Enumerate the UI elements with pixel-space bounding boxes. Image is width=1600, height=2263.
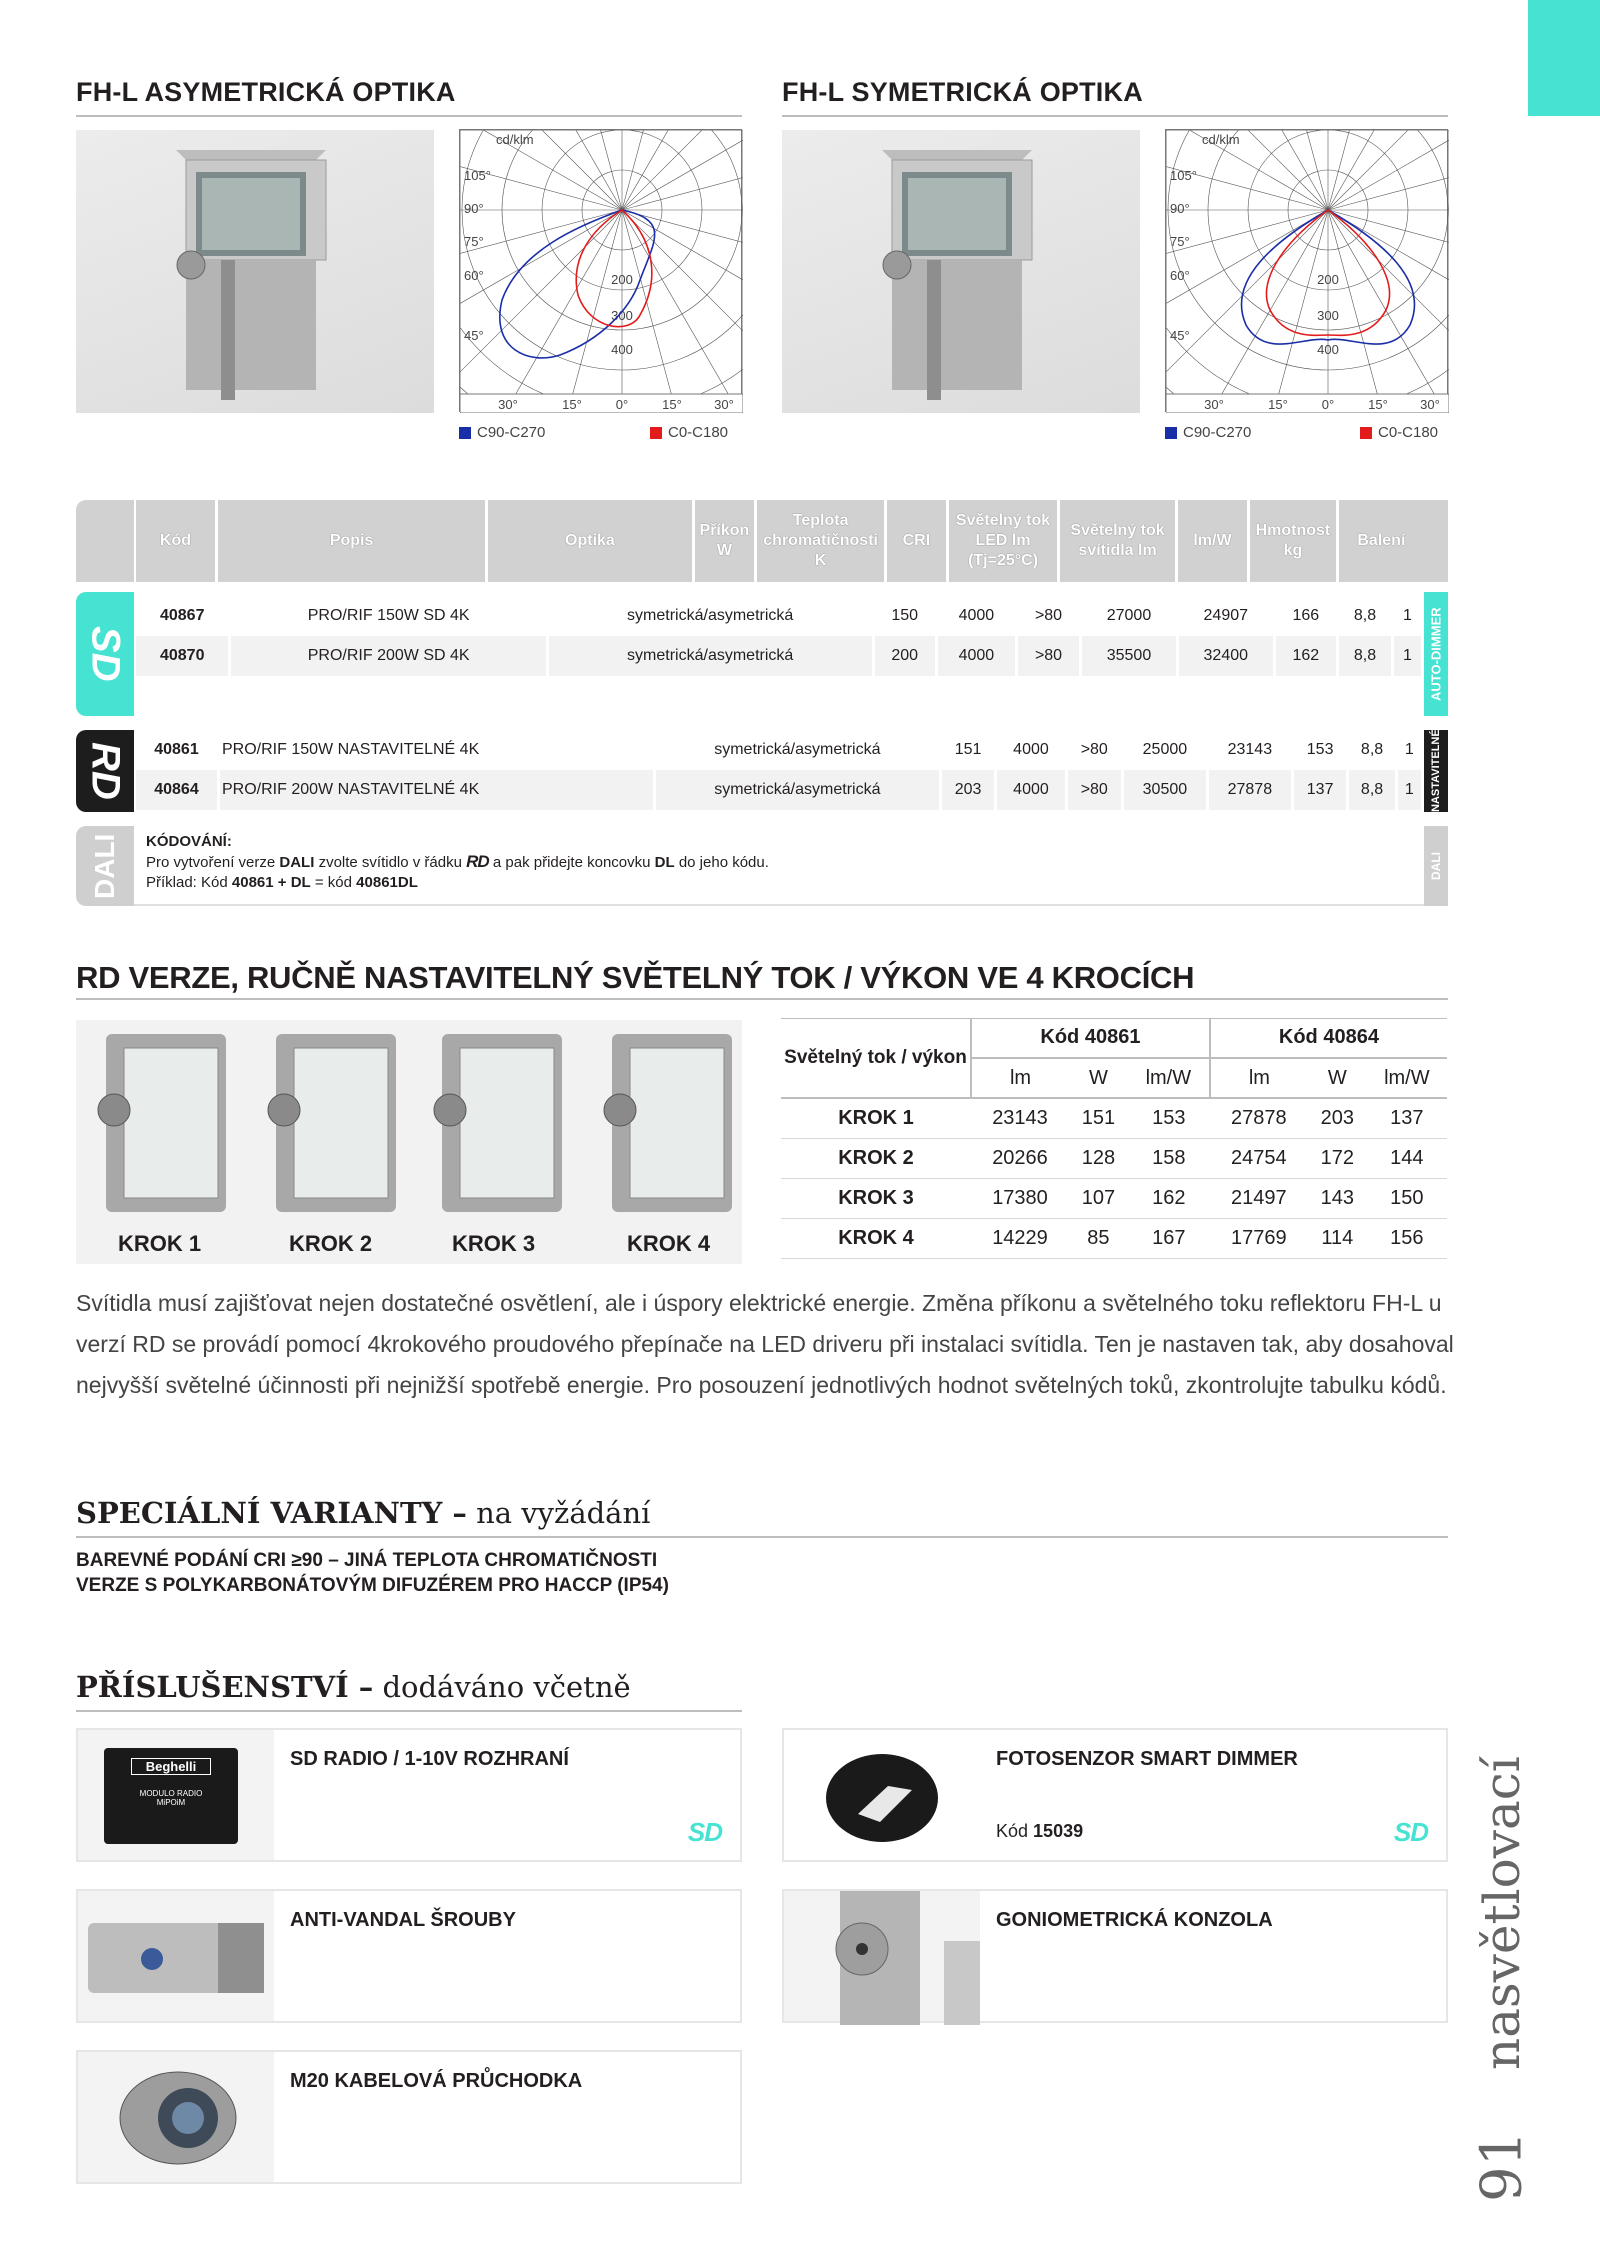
radius-label: 400 (1317, 342, 1339, 357)
table-cell: 25000 (1122, 730, 1207, 770)
dali-group-tab: DALI (76, 826, 134, 906)
radius-label: 300 (611, 308, 633, 323)
nastavitelne-label: NASTAVITELNÉ (1430, 729, 1442, 813)
auto-dimmer-label: AUTO-DIMMER (1428, 607, 1444, 701)
rd-table (136, 730, 1424, 810)
table-cell: >80 (1016, 636, 1080, 676)
table-row (781, 1098, 1447, 1138)
col-kod-40861: Kód 40861 (971, 1018, 1210, 1058)
fotosenzor-code: Kód 15039 (996, 1821, 1084, 1841)
angle-label: 0° (615, 397, 629, 412)
radius-label: 200 (611, 272, 633, 287)
angle-label: 15° (662, 397, 682, 412)
table-cell: PRO/RIF 150W SD 4K (230, 596, 547, 636)
krok1-label: KROK 1 (118, 1231, 202, 1256)
accessories-title: PŘÍSLUŠENSTVÍ – dodáváno včetně (76, 1670, 631, 1704)
col-tok-vykon: Světelný tok / výkon (781, 1018, 971, 1098)
table-cell: 8,8 (1338, 636, 1393, 676)
accessory-fotosenzor: FOTOSENZOR SMART DIMMER Kód 15039 SD (782, 1728, 1448, 1862)
blue-swatch-icon (1165, 427, 1177, 439)
angle-label: 75° (1170, 234, 1190, 249)
krok3-label: KROK 3 (452, 1231, 536, 1256)
table-cell: 23143 (1207, 730, 1292, 770)
krok4-label: KROK 4 (627, 1231, 711, 1256)
accessory-anti-vandal: ANTI-VANDAL ŠROUBY (76, 1889, 742, 2023)
unit-label: cd/klm (496, 132, 534, 147)
angle-label: 90° (1170, 201, 1190, 216)
sym-product-photo (782, 130, 1140, 413)
table-cell: 151 (1081, 1106, 1116, 1129)
sym-polar-diagram (1165, 129, 1448, 412)
sd-radio-image: Beghelli MODULO RADIO MiPOiM (78, 1730, 274, 1860)
table-cell: 30500 (1122, 770, 1207, 810)
unit-header: W (1088, 1066, 1108, 1089)
fotosenzor-image (784, 1730, 980, 1860)
table-cell: 1 (1396, 770, 1422, 810)
radius-label: 400 (611, 342, 633, 357)
angle-label: 90° (464, 201, 484, 216)
rd-inline-logo: RD (466, 852, 489, 871)
table-cell: 162 (1152, 1186, 1186, 1209)
angle-label: 15° (1368, 397, 1388, 412)
special-list: BAREVNÉ PODÁNÍ CRI ≥90 – JINÁ TEPLOTA CHROMATIČNOSTI VERZE S POLYKARBONÁTOVÝM DIFUZÉREM PRO HACCP (IP54) (76, 1550, 669, 1596)
asym-title: FH-L ASYMETRICKÁ OPTIKA (76, 77, 456, 107)
radius-label: 300 (1317, 308, 1339, 323)
table-cell: 32400 (1177, 636, 1274, 676)
table-cell: PRO/RIF 200W NASTAVITELNÉ 4K (218, 770, 654, 810)
unit-header: lm (971, 1058, 1069, 1098)
table-cell: 1 (1393, 636, 1423, 676)
table-cell: 114 (1321, 1226, 1354, 1249)
cable-gland-image (78, 2052, 274, 2182)
table-cell: 137 (1390, 1106, 1424, 1129)
legend-c90: C90-C270 (459, 424, 545, 441)
accessory-sd-radio: Beghelli MODULO RADIO MiPOiM SD RADIO / 1-10V ROZHRANÍ SD (76, 1728, 742, 1862)
table-cell: KROK 4 (838, 1226, 914, 1249)
table-cell: 150 (873, 596, 936, 636)
table-cell: 1 (1396, 730, 1422, 770)
table-cell: 20266 (992, 1146, 1048, 1169)
anti-vandal-image (78, 1891, 274, 2021)
table-cell: 151 (940, 730, 996, 770)
accent-tab (1528, 0, 1600, 116)
table-cell: symetrická/asymetrická (547, 596, 873, 636)
legend-c90: C90-C270 (1165, 424, 1251, 441)
angle-label: 30° (1204, 397, 1224, 412)
table-cell: KROK 3 (838, 1186, 914, 1209)
goniometricka-image (784, 1891, 980, 2021)
dali-side-label: DALI (1429, 852, 1443, 880)
asym-polar-diagram (459, 129, 742, 412)
table-cell: 8,8 (1348, 730, 1396, 770)
col-hmotnost: Hmotnost kg (1249, 500, 1338, 582)
angle-label: 45° (1170, 328, 1190, 343)
table-cell: 143 (1320, 1186, 1354, 1209)
rd-steps-photo (76, 1020, 742, 1264)
col-kod-40864: Kód 40864 (1210, 1018, 1447, 1058)
table-cell: 27000 (1081, 596, 1178, 636)
legend-c0: C0-C180 (650, 424, 728, 441)
table-cell: 4000 (936, 636, 1016, 676)
sd-group-tab: SD (76, 592, 134, 716)
table-cell: 85 (1087, 1226, 1110, 1249)
table-cell: 156 (1390, 1226, 1424, 1249)
table-cell: 24754 (1231, 1146, 1287, 1169)
table-cell: 172 (1320, 1146, 1354, 1169)
table-cell: 107 (1081, 1186, 1116, 1209)
krok2-label: KROK 2 (289, 1231, 373, 1256)
table-row (781, 1178, 1447, 1218)
polar-grid (1166, 130, 1449, 413)
col-tok-svitidla: Světelný tok svítidla lm (1059, 500, 1177, 582)
angle-label: 15° (562, 397, 582, 412)
angle-label: 105° (464, 168, 491, 183)
table-cell: 17380 (992, 1186, 1048, 1209)
table-row (136, 596, 1423, 636)
col-tok-led: Světelný tok LED lm (Tj=25°C) (947, 500, 1058, 582)
unit-header: lm/W (1145, 1066, 1192, 1089)
table-cell: >80 (1066, 730, 1122, 770)
rd-group-tab: RD (76, 730, 134, 812)
angle-label: 60° (1170, 268, 1190, 283)
table-cell: 200 (873, 636, 936, 676)
table-row (136, 770, 1423, 810)
col-kod: Kód (136, 500, 216, 582)
table-cell: 27878 (1207, 770, 1292, 810)
accessory-goniometricka: GONIOMETRICKÁ KONZOLA (782, 1889, 1448, 2023)
table-cell: >80 (1066, 770, 1122, 810)
col-cri: CRI (885, 500, 947, 582)
accessory-kabelova-pruchodka: M20 KABELOVÁ PRŮCHODKA (76, 2050, 742, 2184)
table-row (781, 1218, 1447, 1258)
col-prikon: Příkon W (693, 500, 756, 582)
table-cell: 162 (1274, 636, 1337, 676)
unit-header: W (1327, 1066, 1347, 1089)
col-popis: Popis (216, 500, 486, 582)
table-cell: 153 (1152, 1106, 1186, 1129)
radius-label: 200 (1317, 272, 1339, 287)
unit-header: lm/W (1384, 1066, 1430, 1089)
table-cell: KROK 1 (838, 1106, 914, 1129)
table-cell: 4000 (996, 730, 1066, 770)
table-cell: 137 (1292, 770, 1348, 810)
table-cell: 128 (1081, 1146, 1116, 1169)
rd-paragraph: Svítidla musí zajišťovat nejen dostatečné osvětlení, ale i úspory elektrické energie. Změna příkonu a světelného toku reflektoru FH-L u verzí RD se provádí pomocí 4krokového proudového přepínače na LED driveru při instalaci svítidla. Ten je nastaven tak, aby dosahoval nejvyšší světelné účinnosti při nejnižší spotřebě energie. Pro posouzení jednotlivých hodnot světelných toků, zkontrolujte tabulku kódů. (76, 1290, 1454, 1398)
angle-label: 105° (1170, 168, 1197, 183)
table-cell: PRO/RIF 150W NASTAVITELNÉ 4K (218, 730, 654, 770)
table-cell: 27878 (1231, 1106, 1287, 1129)
table-cell: 21497 (1231, 1186, 1287, 1209)
spec-table-header (136, 500, 1424, 582)
col-baleni: Balení (1337, 500, 1424, 582)
angle-label: 30° (498, 397, 518, 412)
table-cell: 166 (1274, 596, 1337, 636)
floodlights-image (76, 1020, 742, 1264)
blue-swatch-icon (459, 427, 471, 439)
table-cell: 144 (1390, 1146, 1424, 1169)
table-cell: 4000 (996, 770, 1066, 810)
table-cell: 203 (940, 770, 996, 810)
sd-table (136, 596, 1424, 676)
table-cell: 153 (1292, 730, 1348, 770)
rd-section-title: RD VERZE, RUČNĚ NASTAVITELNÝ SVĚTELNÝ TOK / VÝKON VE 4 KROCÍCH (76, 960, 1195, 995)
table-row (781, 1138, 1447, 1178)
table-cell: symetrická/asymetrická (654, 770, 940, 810)
table-cell: 167 (1152, 1226, 1186, 1249)
red-swatch-icon (1360, 427, 1372, 439)
table-cell: 203 (1320, 1106, 1354, 1129)
table-cell: 40867 (136, 596, 230, 636)
table-cell: 35500 (1081, 636, 1178, 676)
table-cell: KROK 2 (838, 1146, 914, 1169)
angle-label: 75° (464, 234, 484, 249)
sd-logo: SD (687, 1817, 722, 1847)
table-cell: 40861 (136, 730, 218, 770)
table-cell: 14229 (992, 1226, 1048, 1249)
table-cell: 40870 (136, 636, 230, 676)
angle-label: 45° (464, 328, 484, 343)
table-cell: 24907 (1177, 596, 1274, 636)
table-cell: 17769 (1231, 1226, 1287, 1249)
sd-logo: SD (1393, 1817, 1428, 1847)
col-lmw: lm/W (1176, 500, 1248, 582)
angle-label: 0° (1321, 397, 1335, 412)
angle-label: 30° (714, 397, 734, 412)
page-number: 91 (1469, 2130, 1535, 2202)
polar-grid (460, 130, 743, 413)
table-cell: >80 (1016, 596, 1080, 636)
angle-label: 60° (464, 268, 484, 283)
table-cell: 8,8 (1348, 770, 1396, 810)
col-teplota: Teplota chromatičnosti K (756, 500, 886, 582)
unit-label: cd/klm (1202, 132, 1240, 147)
table-row (136, 636, 1423, 676)
table-cell: 1 (1393, 596, 1423, 636)
floodlight-image (782, 130, 1140, 413)
angle-label: 15° (1268, 397, 1288, 412)
table-cell: 150 (1390, 1186, 1424, 1209)
special-title: SPECIÁLNÍ VARIANTY – na vyžádání (76, 1496, 651, 1530)
side-category-label: nasvětlovací (1473, 1756, 1531, 2070)
floodlight-image (76, 130, 434, 413)
legend-c0: C0-C180 (1360, 424, 1438, 441)
angle-label: 30° (1420, 397, 1440, 412)
table-cell: PRO/RIF 200W SD 4K (230, 636, 547, 676)
table-cell: 158 (1152, 1146, 1186, 1169)
table-row (136, 730, 1423, 770)
table-cell: 4000 (936, 596, 1016, 636)
dali-coding-note: KÓDOVÁNÍ: Pro vytvoření verze DALI zvolte svítidlo v řádku RD a pak přidejte koncovku DL do jeho kódu. Příklad: Kód 40861 + DL = kód 40861DL (146, 833, 769, 891)
table-cell: symetrická/asymetrická (654, 730, 940, 770)
red-swatch-icon (650, 427, 662, 439)
table-cell: symetrická/asymetrická (547, 636, 873, 676)
sym-title: FH-L SYMETRICKÁ OPTIKA (782, 77, 1143, 107)
asym-product-photo (76, 130, 434, 413)
col-optika: Optika (487, 500, 693, 582)
table-cell: 23143 (992, 1106, 1048, 1129)
unit-header: lm (1210, 1058, 1308, 1098)
table-cell: 8,8 (1338, 596, 1393, 636)
rd-step-table (781, 1018, 1447, 1259)
table-cell: 40864 (136, 770, 218, 810)
